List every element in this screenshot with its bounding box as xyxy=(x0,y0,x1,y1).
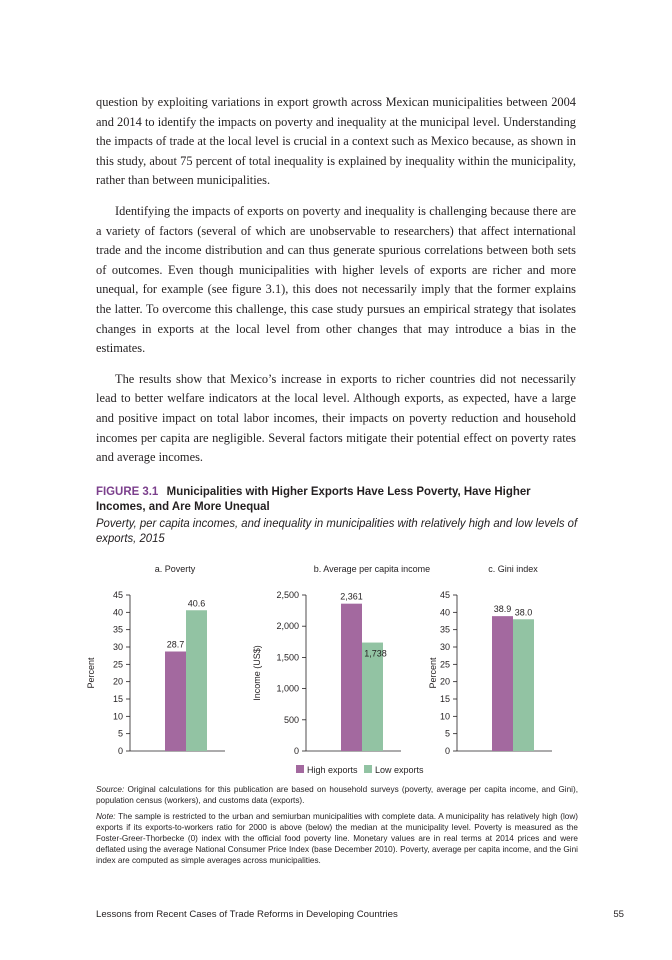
y-tick-label: 15 xyxy=(439,694,450,704)
figure-heading xyxy=(96,484,542,513)
figure-number: FIGURE 3.1 xyxy=(96,484,159,498)
body-text xyxy=(96,93,576,479)
paragraph-1: question by exploiting variations in export growth across Mexican municipalities between 2004 and 2014 to identify the impacts on poverty and inequality at the municipal level. Understanding the impacts of trade at the local level is crucial in a context such as Mexico because, as shown in this study, about 75 percent of total inequality is explained by inequality within the municipality, rather than between municipalities. xyxy=(96,95,576,188)
data-label: 2,361 xyxy=(340,591,363,602)
y-tick-label: 35 xyxy=(112,624,123,635)
chart-title: c. Gini index xyxy=(488,564,538,574)
y-tick-label: 0 xyxy=(117,746,123,756)
bar-low-exports xyxy=(186,610,207,751)
page-number: 55 xyxy=(613,909,624,920)
source-note xyxy=(96,784,578,806)
page-footer xyxy=(96,909,624,920)
charts-svg xyxy=(80,555,600,790)
book-title: Lessons from Recent Cases of Trade Reforms in Developing Countries xyxy=(96,909,398,920)
source-text: Original calculations for this publication are based on household surveys (poverty, average per capita income, and Gini), population census (workers), and customs data (exports). xyxy=(96,785,578,805)
note-label: Note: xyxy=(96,812,116,821)
figure-subtitle: Poverty, per capita incomes, and inequality in municipalities with relatively high and low levels of exports, 2015 xyxy=(96,516,578,545)
paragraph-2: Identifying the impacts of exports on poverty and inequality is challenging because there are a variety of factors (several of which are unobservable to researchers) that affect international trade and the income distribution and can thus generate spurious correlations between both sets of outcomes. Even though municipalities with higher levels of exports are richer and more unequal, for example (see figure 3.1), this does not necessarily imply that the former explains the latter. To overcome this challenge, this case study pursues an empirical strategy that isolates changes in exports at the local level from other changes that may introduce a bias in the estimates. xyxy=(96,203,576,356)
y-axis-label: Percent xyxy=(86,657,96,689)
y-tick-label: 20 xyxy=(439,676,450,687)
chart-panel-poverty xyxy=(86,564,225,756)
y-tick-label: 30 xyxy=(439,642,450,652)
y-tick-label: 15 xyxy=(112,694,123,704)
y-tick-label: 2,000 xyxy=(276,621,299,632)
note-text: The sample is restricted to the urban and semiurban municipalities with complete data. A municipality has relatively high (low) exports if its exports-to-workers ratio for 2000 is above (below) the median at the municipality level. Poverty is measured as the Foster-Greer-Thorbecke (0) index with the official food poverty line. Monetary values are in real terms at 2014 prices and were deflated using the average National Consumer Price Index (base December 2010). Poverty, average per capita income, and the Gini index are computed as simple averages across municipalities. xyxy=(96,812,578,865)
y-tick-label: 10 xyxy=(439,711,450,722)
y-tick-label: 1,000 xyxy=(276,683,299,694)
y-tick-label: 35 xyxy=(439,624,450,635)
y-tick-label: 20 xyxy=(112,676,123,687)
y-tick-label: 45 xyxy=(112,590,123,600)
data-label: 38.9 xyxy=(493,604,512,615)
figure-title: Municipalities with Higher Exports Have Less Poverty, Have Higher Incomes, and Are More Unequal xyxy=(96,484,531,513)
figure-charts xyxy=(80,555,600,790)
y-tick-label: 5 xyxy=(117,728,123,739)
y-tick-label: 1,500 xyxy=(276,652,299,663)
source-label: Source: xyxy=(96,785,125,794)
data-label: 38.0 xyxy=(514,607,533,618)
data-label: 28.7 xyxy=(166,639,185,650)
y-tick-label: 40 xyxy=(112,607,123,618)
legend-swatch-high xyxy=(296,765,304,773)
y-tick-label: 0 xyxy=(444,746,450,756)
y-tick-label: 25 xyxy=(439,659,450,670)
data-label: 40.6 xyxy=(187,598,206,609)
chart-panel-income xyxy=(252,564,430,756)
y-tick-label: 40 xyxy=(439,607,450,618)
note xyxy=(96,811,578,866)
y-tick-label: 30 xyxy=(112,642,123,652)
legend-label: Low exports xyxy=(375,765,424,775)
data-label: 1,738 xyxy=(364,648,387,659)
y-tick-label: 25 xyxy=(112,659,123,670)
y-tick-label: 500 xyxy=(283,714,299,725)
paragraph-3: The results show that Mexico’s increase in exports to richer countries did not necessarily lead to better welfare indicators at the local level. Although exports, as expected, have a large and positive impact on total labor incomes, their impacts on poverty reduction and household incomes per capita are negligible. Several factors mitigate their potential effect on poverty rates and average incomes. xyxy=(96,371,576,465)
legend-swatch-low xyxy=(364,765,372,773)
chart-title: b. Average per capita income xyxy=(313,564,431,574)
chart-title: a. Poverty xyxy=(154,564,196,574)
bar-high-exports xyxy=(492,616,513,751)
bar-low-exports xyxy=(362,643,383,751)
bar-low-exports xyxy=(513,619,534,751)
y-tick-label: 0 xyxy=(293,746,299,756)
chart-legend xyxy=(296,765,424,775)
chart-panel-gini xyxy=(428,564,552,756)
bar-high-exports xyxy=(341,604,362,751)
y-axis-label: Income (US$) xyxy=(252,645,262,701)
y-tick-label: 2,500 xyxy=(276,590,299,600)
y-axis-label: Percent xyxy=(428,657,438,689)
y-tick-label: 10 xyxy=(112,711,123,722)
y-tick-label: 45 xyxy=(439,590,450,600)
bar-high-exports xyxy=(165,652,186,751)
figure-notes xyxy=(96,784,578,871)
y-tick-label: 5 xyxy=(444,728,450,739)
legend-label: High exports xyxy=(307,765,358,775)
